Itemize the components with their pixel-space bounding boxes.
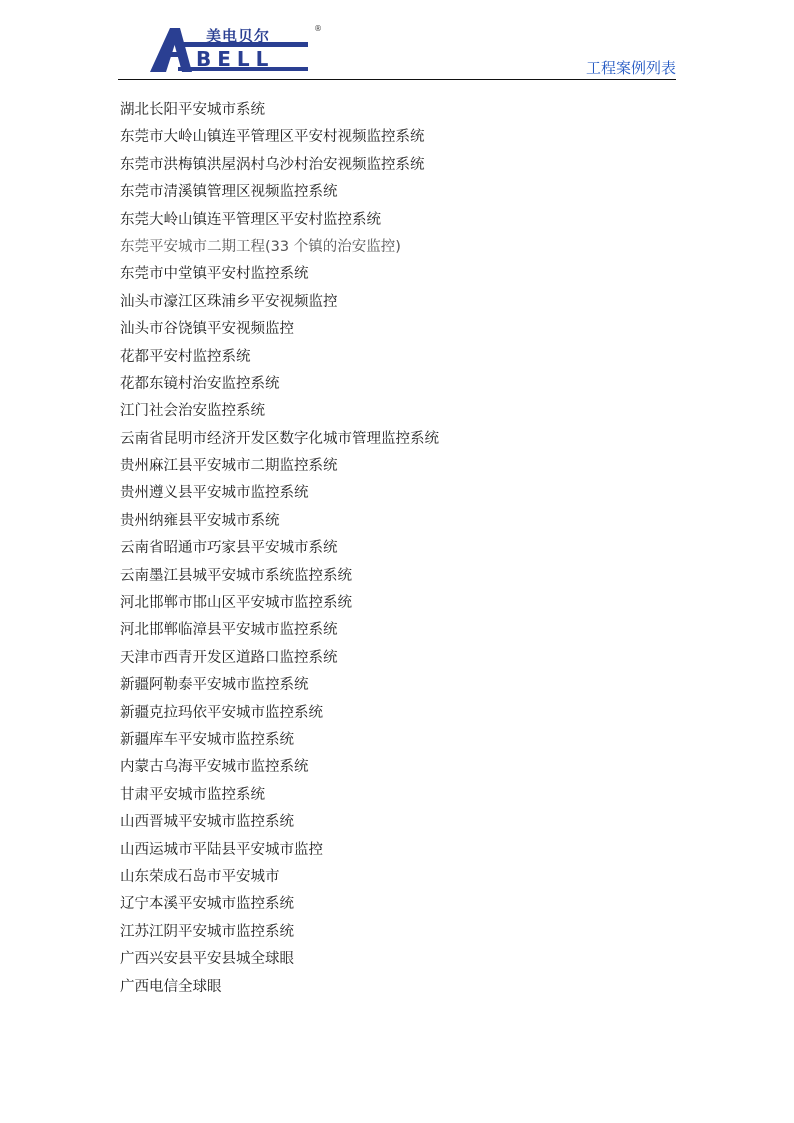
- page-header: [118, 20, 676, 80]
- list-item: 辽宁本溪平安城市监控系统: [120, 896, 294, 913]
- list-item: 山西运城市平陆县平安城市监控: [120, 841, 323, 858]
- page-title: 工程案例列表: [585, 59, 676, 77]
- list-item: 广西电信全球眼: [120, 978, 222, 995]
- list-item: 湖北长阳平安城市系统: [120, 102, 265, 118]
- registered-mark: ®: [314, 24, 322, 33]
- list-item: 花都东镜村治安监控系统: [120, 375, 280, 392]
- list-item: 江门社会治安监控系统: [120, 403, 265, 420]
- list-item: 新疆阿勒泰平安城市监控系统: [120, 677, 309, 694]
- logo-cn-text: 美电贝尔: [206, 27, 271, 45]
- list-item: 山西晋城平安城市监控系统: [120, 814, 294, 831]
- list-item: 新疆克拉玛依平安城市监控系统: [120, 704, 323, 721]
- list-item: 东莞平安城市二期工程(33 个镇的治安监控): [120, 238, 401, 255]
- list-item: 河北邯郸市邯山区平安城市监控系统: [120, 595, 352, 612]
- list-item: 山东荣成石岛市平安城市: [120, 868, 280, 885]
- list-item: 东莞市中堂镇平安村监控系统: [120, 266, 309, 283]
- list-item: 云南省昭通市巧家县平安城市系统: [120, 540, 338, 557]
- list-item: 云南省昆明市经济开发区数字化城市管理监控系统: [120, 430, 439, 447]
- list-item: 云南墨江县城平安城市系统监控系统: [120, 567, 352, 584]
- header-divider: [118, 79, 676, 80]
- list-item: 河北邯郸临漳县平安城市监控系统: [120, 622, 338, 639]
- list-item: 天津市西青开发区道路口监控系统: [120, 649, 338, 666]
- list-item: 东莞市洪梅镇洪屋涡村乌沙村治安视频监控系统: [120, 156, 425, 173]
- list-item: 东莞市清溪镇管理区视频监控系统: [120, 184, 338, 201]
- list-item: 东莞大岭山镇连平管理区平安村监控系统: [120, 211, 381, 228]
- aebell-logo: [148, 22, 322, 74]
- list-item: 花都平安村监控系统: [120, 348, 251, 365]
- list-item: 东莞市大岭山镇连平管理区平安村视频监控系统: [120, 129, 425, 146]
- list-item: 内蒙古乌海平安城市监控系统: [120, 759, 309, 776]
- list-item: 甘肃平安城市监控系统: [120, 786, 265, 803]
- list-item: 新疆库车平安城市监控系统: [120, 731, 294, 748]
- project-list: [120, 97, 439, 1001]
- list-item: 江苏江阴平安城市监控系统: [120, 923, 294, 940]
- list-item: 汕头市谷饶镇平安视频监控: [120, 321, 294, 338]
- logo-en-text: BELL: [196, 47, 275, 71]
- list-item: 贵州遵义县平安城市监控系统: [120, 485, 309, 502]
- list-item: 广西兴安县平安县城全球眼: [120, 951, 294, 968]
- list-item: 贵州麻江县平安城市二期监控系统: [120, 458, 338, 475]
- list-item: 汕头市濠江区珠浦乡平安视频监控: [120, 293, 338, 310]
- list-item: 贵州纳雍县平安城市系统: [120, 512, 280, 529]
